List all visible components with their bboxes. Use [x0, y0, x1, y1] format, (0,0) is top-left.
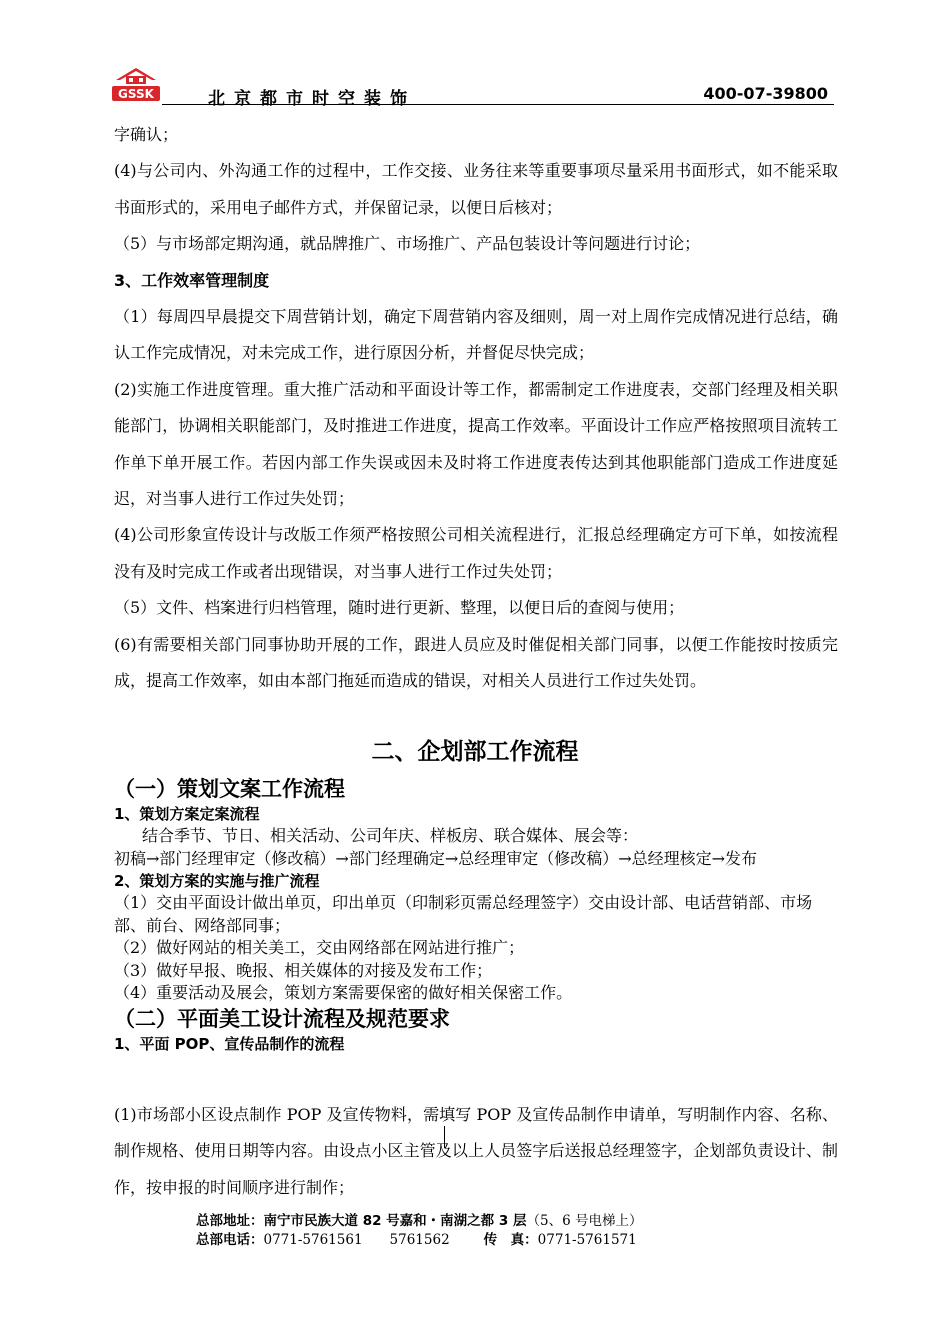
paragraph: (1)市场部小区设点制作 POP 及宣传物料，需填写 POP 及宣传品制作申请单，写明制作内容、名称、制作规格、使用日期等内容。由设点小区主管及以上人员签字后送报总经理签字，企划部负责设计、制作，按申报的时间顺序进行制作； — [114, 1105, 838, 1197]
footer-phone-line — [196, 1231, 642, 1250]
paragraph: （5）与市场部定期沟通，就品牌推广、市场推广、产品包装设计等问题进行讨论； — [114, 234, 701, 254]
list-item: （1）交由平面设计做出单页，印出单页（印制彩页需总经理签字）交由设计部、电话营销部、市场部、前台、网络部同事； — [114, 893, 813, 935]
footer-phone: 0771-5761561 5761562 — [263, 1232, 450, 1248]
list-item: （2）做好网站的相关美工，交由网络部在网站进行推广； — [114, 938, 525, 957]
body-top — [114, 117, 838, 700]
part2-body — [114, 1097, 838, 1206]
part-title: （二）平面美工设计流程及规范要求 — [114, 1006, 450, 1031]
page-footer — [196, 1212, 642, 1250]
footer-fax: 0771-5761571 — [537, 1232, 637, 1248]
paragraph: 字确认； — [114, 125, 179, 144]
header-phone: 400-07-39800 — [703, 84, 828, 103]
part1 — [114, 775, 838, 1055]
part-title: （一）策划文案工作流程 — [114, 777, 345, 801]
address: 南宁市民族大道 82 号嘉和・南湖之都 3 层 — [263, 1213, 527, 1229]
list-item: (4)公司形象宣传设计与改版工作须严格按照公司相关流程进行，汇报总经理确定方可下单，如按流程没有及时完成工作或者出现错误，对当事人进行工作过失处罚； — [114, 525, 838, 581]
list-item: （3）做好早报、晚报、相关媒体的对接及发布工作； — [114, 960, 493, 980]
sub-heading: 1、平面 POP、宣传品制作的流程 — [114, 1034, 345, 1053]
company-name: 北京都市时空装饰 — [208, 89, 416, 109]
address-note: （5、6 号电梯上） — [526, 1213, 643, 1229]
chapter-title: 二、企划部工作流程 — [371, 739, 579, 765]
list-item: （4）重要活动及展会，策划方案需要保密的做好相关保密工作。 — [114, 983, 573, 1002]
flow-line: 初稿→部门经理审定（修改稿）→部门经理确定→总经理审定（修改稿）→总经理核定→发布 — [114, 848, 758, 868]
list-item: （5）文件、档案进行归档管理，随时进行更新、整理，以便日后的查阅与使用； — [114, 598, 685, 618]
svg-text:GSSK: GSSK — [118, 87, 154, 101]
list-item: （1）每周四早晨提交下周营销计划，确定下周营销内容及细则，周一对上周作完成情况进行总结，确认工作完成情况，对未完成工作，进行原因分析，并督促尽快完成； — [114, 307, 838, 363]
sub-heading: 2、策划方案的实施与推广流程 — [114, 872, 320, 890]
paragraph: 结合季节、节日、相关活动、公司年庆、样板房、联合媒体、展会等： — [142, 826, 639, 845]
company-logo-icon — [112, 66, 160, 102]
sub-heading: 1、策划方案定案流程 — [114, 805, 260, 823]
fax-label: 传 真： — [483, 1232, 538, 1248]
section-heading: 3、工作效率管理制度 — [114, 270, 270, 290]
list-item: (2)实施工作进度管理。重大推广活动和平面设计等工作，都需制定工作进度表，交部门经理及相关职能部门，协调相关职能部门，及时推进工作进度，提高工作效率。平面设计工作应严格按照项目流转工作单下单开展工作。若因内部工作失误或因未及时将工作进度表传达到其他职能部门造成工作进度延迟，对当事人进行工作过失处罚； — [114, 379, 838, 509]
paragraph: (4)与公司内、外沟通工作的过程中，工作交接、业务往来等重要事项尽量采用书面形式，如不能采取书面形式的，采用电子邮件方式，并保留记录，以便日后核对； — [114, 161, 838, 217]
list-item: (6)有需要相关部门同事协助开展的工作，跟进人员应及时催促相关部门同事，以便工作能按时按质完成，提高工作效率，如由本部门拖延而造成的错误，对相关人员进行工作过失处罚。 — [114, 634, 838, 691]
phone-label: 总部电话： — [196, 1232, 264, 1248]
page-header — [112, 66, 834, 109]
header-rule — [162, 104, 834, 105]
footer-address-line — [196, 1212, 642, 1231]
address-label: 总部地址： — [196, 1213, 264, 1229]
text-cursor — [444, 1126, 445, 1148]
